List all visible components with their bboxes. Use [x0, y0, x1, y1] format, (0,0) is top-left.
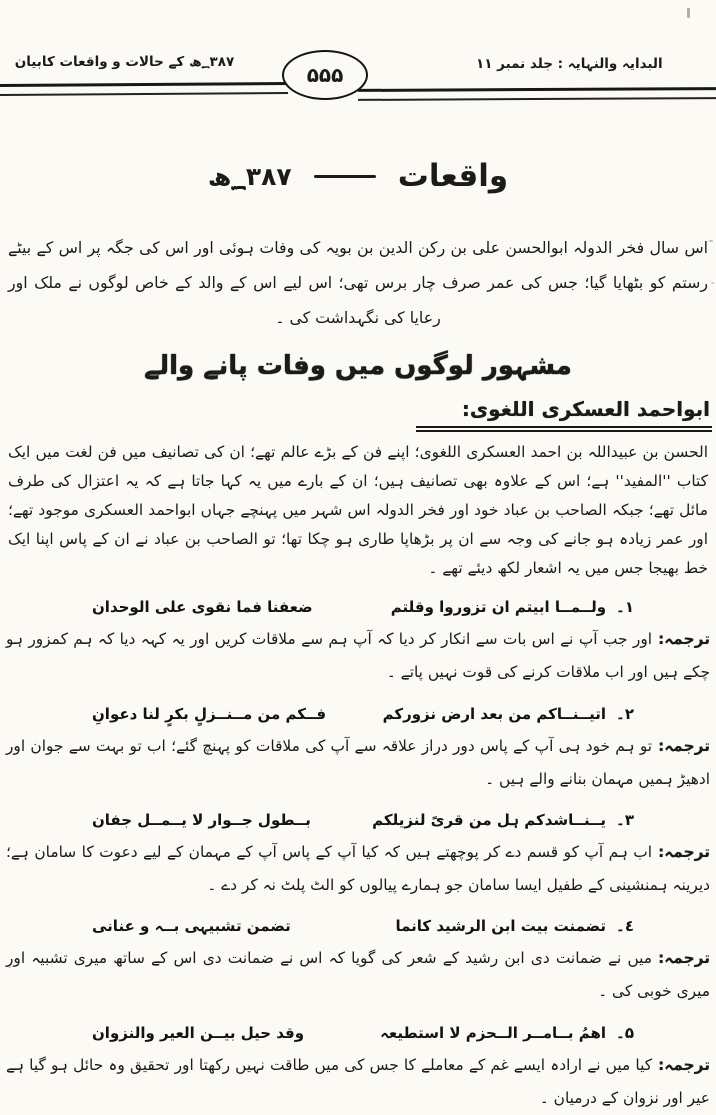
hemistich-first: ۱۔ولــمــا ابیتم ان تزوروا وقلتم	[390, 598, 634, 617]
entry-paragraph: الحسن بن عبیداللہ بن احمد العسکری اللغوی؛ اپنے فن کے بڑے عالم تھے؛ ان کی تصانیف میں فن لغت میں ایک کتاب ''المفید'' ہے؛ اس کے علاوہ بھی تصانیف ہیں؛ ان کے بارے میں یہ کہا جاتا ہے کہ یہ اعتزال کی طرف مائل تھے؛ جبکہ الصاحب بن عباد خود اور فخر الدولہ اس شہر میں پہنچے جہاں ابواحمد العسکری موجود تھے؛ اور عمر زیادہ ہو جانے کی وجہ سے ان پر بڑھاپا طاری ہو چکا تھا؛ تو الصاحب بن عباد نے ان کے پاس اپنا ایک خط بھیجا جس میں یہ اشعار لکھ دیئے تھے ۔	[8, 442, 708, 577]
scan-speck	[709, 240, 713, 242]
hemistich-first: ۵۔اھمُ بــامــر الــحزم لا استطیعہ	[380, 1023, 634, 1042]
translation-paragraph	[0, 836, 716, 902]
translation-text: اور جب آپ نے اس بات سے انکار کر دیا کہ آپ ہم سے ملاقات کریں اور یہ کہہ دیا کہ ہم کمزور ہو چکے ہیں اور اب ملاقات کرنے کی قوت نہیں پاتے ۔	[6, 630, 710, 682]
translation-paragraph	[0, 730, 716, 796]
translation-label: ترجمہ:	[658, 1055, 710, 1074]
couplet-number: ۳۔	[616, 810, 634, 829]
entry-heading-wrap	[0, 397, 716, 432]
hemistich-first: ۳۔یــنــاشدکم ہل من قریً لنزیلکم	[372, 810, 634, 829]
hemistich-first: ۲۔اتیــنــاکم من بعد ارض نزورکم	[382, 704, 634, 723]
translation-label: ترجمہ:	[658, 842, 710, 861]
page-header	[0, 0, 716, 104]
chapter-title-dash	[314, 175, 376, 178]
chapter-title-year: ؁۳۸۷ھ	[207, 161, 292, 191]
translation-text: میں نے ضمانت دی ابن رشید کے شعر کی گویا کہ اس نے ضمانت دی اس کے ساتھ میری تشبیہ اور میری خوبی کی ۔	[6, 949, 710, 1001]
couplet-number: ۵۔	[616, 1023, 634, 1042]
couplets-section	[0, 598, 716, 1115]
couplet-row	[0, 705, 716, 723]
scan-speck	[687, 8, 690, 18]
hemistich-first: ٤۔تضمنت بیت ابن الرشید کانما	[395, 917, 634, 936]
scan-speck	[711, 282, 714, 284]
page-number: ۵۵۵	[306, 63, 344, 87]
hemistich-second: بــطول جــوار لا یــمــل جفان	[92, 810, 311, 829]
hemistich-second: ضعفنا فما نقوی علی الوحدان	[92, 598, 313, 617]
entry-heading: ابواحمد العسکری اللغوی:	[416, 397, 712, 432]
header-rule-left	[0, 82, 288, 96]
hemistich-second: تضمن تشبیہی بــہ و عنانی	[92, 917, 291, 936]
couplet-number: ٤۔	[616, 917, 634, 936]
couplet-row	[0, 917, 716, 935]
translation-paragraph	[0, 942, 716, 1008]
translation-label: ترجمہ:	[658, 949, 710, 968]
translation-text: تو ہم خود ہی آپ کے پاس دور دراز علاقہ سے آپ کی ملاقات کو پہنچ گئے؛ اب تو بہت سے جوان اور ادھیڑ ہمیں مہمان بنانے والے ہیں ۔	[6, 736, 710, 788]
intro-paragraph: اس سال فخر الدولہ ابوالحسن علی بن رکن الدین بن بویہ کی وفات ہوئی اور اس کی جگہ پر اس کے بیٹے رستم کو بٹھایا گیا؛ جس کی عمر صرف چار برس تھی؛ اس لیے اس کے والد کے خاص لوگوں نے ملک اور رعایا کی نگہداشت کی ۔	[8, 238, 708, 327]
chapter-title-word: واقعات	[397, 158, 509, 194]
header-rule-right	[358, 87, 716, 101]
translation-text: اب ہم آپ کو قسم دے کر پوچھتے ہیں کہ کیا آپ کے پاس آپ کے مہمان کے لیے دعوت کا سامان ہے؛ دیرینہ ہمنشینی کے طفیل ایسا سامان جو ہمارے پیالوں کو الٹ پلٹ نہ کر دے ۔	[6, 842, 710, 894]
header-left-title: ؁۳۸۷ھ کے حالات و واقعات کابیان	[14, 54, 235, 70]
obituaries-section-heading: مشہور لوگوں میں وفات پانے والے	[144, 350, 572, 381]
chapter-title	[0, 148, 716, 204]
page-number-oval	[282, 50, 368, 100]
couplet-row	[0, 1024, 716, 1042]
couplet-row	[0, 811, 716, 829]
hemistich-second: فــکم من مــنــزلٍ بکرٍ لنا دعوانِ	[92, 704, 327, 723]
hemistich-second: وقد حیل بیــن العیر والنزوان	[92, 1023, 305, 1042]
translation-paragraph	[0, 1049, 716, 1115]
translation-label: ترجمہ:	[658, 630, 710, 649]
couplet-number: ۲۔	[616, 704, 634, 723]
translation-text: کیا میں نے ارادہ ایسے غم کے معاملے کا جس کی میں طاقت نہیں رکھتا اور تحقیق وہ حائل ہو گیا ہے عیر اور نزوان کے درمیان ۔	[6, 1055, 710, 1107]
couplet-row	[0, 598, 716, 616]
translation-label: ترجمہ:	[658, 736, 710, 755]
header-right-title: البدایہ والنہایہ : جلد نمبر ۱۱	[476, 56, 663, 72]
translation-paragraph	[0, 623, 716, 689]
couplet-number: ۱۔	[616, 598, 634, 617]
scan-speck	[8, 966, 11, 968]
